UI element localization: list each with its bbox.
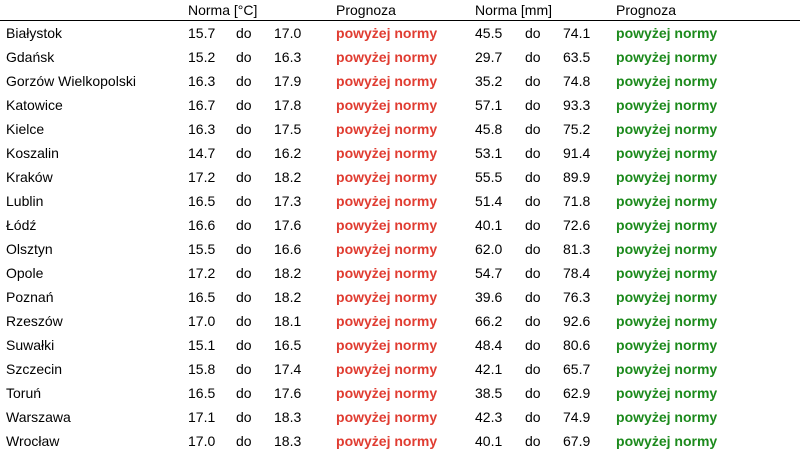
city-name: Gdańsk xyxy=(6,49,55,65)
temp-norm-min: 17.0 xyxy=(188,313,216,329)
temp-norm-min: 15.5 xyxy=(188,241,216,257)
temp-forecast: powyżej normy xyxy=(336,361,438,377)
temp-norm-to: do xyxy=(236,73,252,89)
precip-norm-min: 66.2 xyxy=(475,313,503,329)
temp-norm-to: do xyxy=(236,265,252,281)
temp-norm-max: 17.9 xyxy=(274,73,302,89)
table-row xyxy=(0,117,800,141)
temp-norm-max: 16.2 xyxy=(274,145,302,161)
temp-forecast: powyżej normy xyxy=(336,97,438,113)
temp-norm-max: 18.2 xyxy=(274,289,302,305)
temp-norm-min: 17.2 xyxy=(188,265,216,281)
table-row xyxy=(0,237,800,261)
city-name: Łódź xyxy=(6,217,37,233)
precip-forecast: powyżej normy xyxy=(616,409,718,425)
temp-norm-to: do xyxy=(236,25,252,41)
city-name: Gorzów Wielkopolski xyxy=(6,73,136,89)
precip-forecast: powyżej normy xyxy=(616,241,718,257)
temp-norm-to: do xyxy=(236,217,252,233)
precip-forecast: powyżej normy xyxy=(616,169,718,185)
precip-forecast: powyżej normy xyxy=(616,265,718,281)
precip-norm-max: 67.9 xyxy=(563,433,591,449)
precip-norm-min: 40.1 xyxy=(475,433,503,449)
precip-norm-min: 45.5 xyxy=(475,25,503,41)
precip-norm-to: do xyxy=(525,49,541,65)
city-name: Wrocław xyxy=(6,433,60,449)
table-row xyxy=(0,285,800,309)
city-name: Katowice xyxy=(6,97,63,113)
precip-norm-max: 63.5 xyxy=(563,49,591,65)
precip-forecast: powyżej normy xyxy=(616,337,718,353)
table-row xyxy=(0,141,800,165)
temp-forecast: powyżej normy xyxy=(336,385,438,401)
precip-norm-min: 39.6 xyxy=(475,289,503,305)
header-temp-norm: Norma [°C] xyxy=(188,2,258,18)
table-row xyxy=(0,429,800,450)
temp-norm-max: 16.6 xyxy=(274,241,302,257)
table-row xyxy=(0,21,800,46)
table-body xyxy=(0,21,800,450)
temp-norm-to: do xyxy=(236,193,252,209)
temp-forecast: powyżej normy xyxy=(336,241,438,257)
precip-norm-to: do xyxy=(525,433,541,449)
precip-norm-max: 81.3 xyxy=(563,241,591,257)
table-row xyxy=(0,309,800,333)
precip-norm-to: do xyxy=(525,313,541,329)
precip-norm-min: 29.7 xyxy=(475,49,503,65)
temp-norm-min: 15.1 xyxy=(188,337,216,353)
temp-norm-min: 16.3 xyxy=(188,73,216,89)
temp-forecast: powyżej normy xyxy=(336,313,438,329)
temp-norm-min: 15.2 xyxy=(188,49,216,65)
temp-norm-min: 16.6 xyxy=(188,217,216,233)
temp-norm-min: 15.8 xyxy=(188,361,216,377)
table-row xyxy=(0,261,800,285)
temp-forecast: powyżej normy xyxy=(336,337,438,353)
temp-norm-min: 17.2 xyxy=(188,169,216,185)
precip-norm-min: 45.8 xyxy=(475,121,503,137)
temp-norm-to: do xyxy=(236,409,252,425)
precip-forecast: powyżej normy xyxy=(616,145,718,161)
temp-norm-min: 16.5 xyxy=(188,385,216,401)
temp-norm-max: 17.5 xyxy=(274,121,302,137)
temp-forecast: powyżej normy xyxy=(336,49,438,65)
temp-forecast: powyżej normy xyxy=(336,265,438,281)
precip-norm-to: do xyxy=(525,409,541,425)
header-precip-forecast: Prognoza xyxy=(616,2,676,18)
city-name: Suwałki xyxy=(6,337,55,353)
temp-norm-to: do xyxy=(236,433,252,449)
city-name: Szczecin xyxy=(6,361,63,377)
header-city xyxy=(0,0,188,21)
city-name: Białystok xyxy=(6,25,63,41)
precip-norm-min: 38.5 xyxy=(475,385,503,401)
city-name: Warszawa xyxy=(6,409,71,425)
precip-norm-max: 74.1 xyxy=(563,25,591,41)
temp-norm-to: do xyxy=(236,169,252,185)
temp-norm-min: 16.5 xyxy=(188,289,216,305)
temp-norm-max: 18.2 xyxy=(274,169,302,185)
precip-norm-max: 74.8 xyxy=(563,73,591,89)
precip-norm-max: 62.9 xyxy=(563,385,591,401)
precip-norm-min: 48.4 xyxy=(475,337,503,353)
temp-forecast: powyżej normy xyxy=(336,289,438,305)
table-row xyxy=(0,69,800,93)
precip-norm-max: 71.8 xyxy=(563,193,591,209)
precip-norm-to: do xyxy=(525,73,541,89)
precip-forecast: powyżej normy xyxy=(616,121,718,137)
temp-forecast: powyżej normy xyxy=(336,433,438,449)
precip-norm-max: 92.6 xyxy=(563,313,591,329)
precip-norm-max: 76.3 xyxy=(563,289,591,305)
temp-norm-max: 18.3 xyxy=(274,433,302,449)
temp-norm-max: 17.3 xyxy=(274,193,302,209)
precip-forecast: powyżej normy xyxy=(616,385,718,401)
precip-norm-to: do xyxy=(525,97,541,113)
city-name: Opole xyxy=(6,265,44,281)
precip-norm-min: 55.5 xyxy=(475,169,503,185)
city-name: Olsztyn xyxy=(6,241,53,257)
temp-forecast: powyżej normy xyxy=(336,409,438,425)
temp-norm-to: do xyxy=(236,337,252,353)
precip-norm-to: do xyxy=(525,145,541,161)
temp-norm-to: do xyxy=(236,97,252,113)
precip-forecast: powyżej normy xyxy=(616,433,718,449)
table-row xyxy=(0,213,800,237)
precip-forecast: powyżej normy xyxy=(616,25,718,41)
city-name: Koszalin xyxy=(6,145,59,161)
precip-norm-to: do xyxy=(525,385,541,401)
precip-norm-min: 54.7 xyxy=(475,265,503,281)
precip-norm-to: do xyxy=(525,361,541,377)
temp-norm-to: do xyxy=(236,385,252,401)
temp-forecast: powyżej normy xyxy=(336,73,438,89)
temp-norm-to: do xyxy=(236,361,252,377)
header-precip-norm: Norma [mm] xyxy=(475,2,553,18)
temp-norm-to: do xyxy=(236,313,252,329)
precip-norm-max: 93.3 xyxy=(563,97,591,113)
precip-norm-to: do xyxy=(525,265,541,281)
precip-forecast: powyżej normy xyxy=(616,361,718,377)
precip-forecast: powyżej normy xyxy=(616,217,718,233)
precip-norm-to: do xyxy=(525,169,541,185)
temp-forecast: powyżej normy xyxy=(336,169,438,185)
temp-norm-min: 15.7 xyxy=(188,25,216,41)
temp-norm-max: 16.5 xyxy=(274,337,302,353)
city-name: Rzeszów xyxy=(6,313,63,329)
precip-norm-max: 78.4 xyxy=(563,265,591,281)
precip-norm-min: 57.1 xyxy=(475,97,503,113)
temp-forecast: powyżej normy xyxy=(336,25,438,41)
header-temp-forecast: Prognoza xyxy=(336,2,396,18)
precip-norm-max: 80.6 xyxy=(563,337,591,353)
precip-norm-max: 65.7 xyxy=(563,361,591,377)
table-row xyxy=(0,381,800,405)
precip-forecast: powyżej normy xyxy=(616,49,718,65)
precip-norm-min: 51.4 xyxy=(475,193,503,209)
temp-norm-max: 18.2 xyxy=(274,265,302,281)
precip-norm-min: 53.1 xyxy=(475,145,503,161)
temp-norm-min: 14.7 xyxy=(188,145,216,161)
temp-norm-to: do xyxy=(236,145,252,161)
temp-forecast: powyżej normy xyxy=(336,217,438,233)
temp-norm-to: do xyxy=(236,121,252,137)
temp-forecast: powyżej normy xyxy=(336,193,438,209)
temp-norm-min: 16.7 xyxy=(188,97,216,113)
temp-norm-max: 18.1 xyxy=(274,313,302,329)
temp-norm-min: 16.3 xyxy=(188,121,216,137)
precip-norm-min: 40.1 xyxy=(475,217,503,233)
precip-norm-max: 74.9 xyxy=(563,409,591,425)
precip-norm-min: 42.3 xyxy=(475,409,503,425)
table-row xyxy=(0,45,800,69)
precip-norm-max: 72.6 xyxy=(563,217,591,233)
table-row xyxy=(0,189,800,213)
precip-norm-min: 35.2 xyxy=(475,73,503,89)
temp-norm-min: 17.0 xyxy=(188,433,216,449)
temp-norm-min: 16.5 xyxy=(188,193,216,209)
precip-norm-min: 42.1 xyxy=(475,361,503,377)
precip-norm-to: do xyxy=(525,217,541,233)
precip-norm-to: do xyxy=(525,121,541,137)
precip-norm-to: do xyxy=(525,25,541,41)
table-row xyxy=(0,333,800,357)
table-row xyxy=(0,357,800,381)
temp-norm-max: 17.4 xyxy=(274,361,302,377)
precip-norm-to: do xyxy=(525,241,541,257)
temp-norm-to: do xyxy=(236,289,252,305)
temp-forecast: powyżej normy xyxy=(336,121,438,137)
temp-norm-max: 17.6 xyxy=(274,385,302,401)
table-row xyxy=(0,165,800,189)
city-name: Toruń xyxy=(6,385,42,401)
precip-norm-max: 75.2 xyxy=(563,121,591,137)
temp-norm-min: 17.1 xyxy=(188,409,216,425)
precip-forecast: powyżej normy xyxy=(616,97,718,113)
precip-norm-to: do xyxy=(525,337,541,353)
precip-norm-min: 62.0 xyxy=(475,241,503,257)
city-name: Kielce xyxy=(6,121,45,137)
temp-norm-max: 16.3 xyxy=(274,49,302,65)
temp-forecast: powyżej normy xyxy=(336,145,438,161)
city-name: Lublin xyxy=(6,193,44,209)
temp-norm-to: do xyxy=(236,241,252,257)
city-name: Poznań xyxy=(6,289,54,305)
precip-norm-to: do xyxy=(525,193,541,209)
temp-norm-max: 17.0 xyxy=(274,25,302,41)
table-row xyxy=(0,405,800,429)
header-row xyxy=(0,0,800,21)
temp-norm-max: 17.6 xyxy=(274,217,302,233)
precip-forecast: powyżej normy xyxy=(616,193,718,209)
precip-forecast: powyżej normy xyxy=(616,313,718,329)
precip-norm-max: 91.4 xyxy=(563,145,591,161)
precip-norm-max: 89.9 xyxy=(563,169,591,185)
precip-norm-to: do xyxy=(525,289,541,305)
table-row xyxy=(0,93,800,117)
precip-forecast: powyżej normy xyxy=(616,289,718,305)
temp-norm-max: 18.3 xyxy=(274,409,302,425)
temp-norm-to: do xyxy=(236,49,252,65)
precip-forecast: powyżej normy xyxy=(616,73,718,89)
city-name: Kraków xyxy=(6,169,53,185)
table-header xyxy=(0,0,800,21)
temp-norm-max: 17.8 xyxy=(274,97,302,113)
